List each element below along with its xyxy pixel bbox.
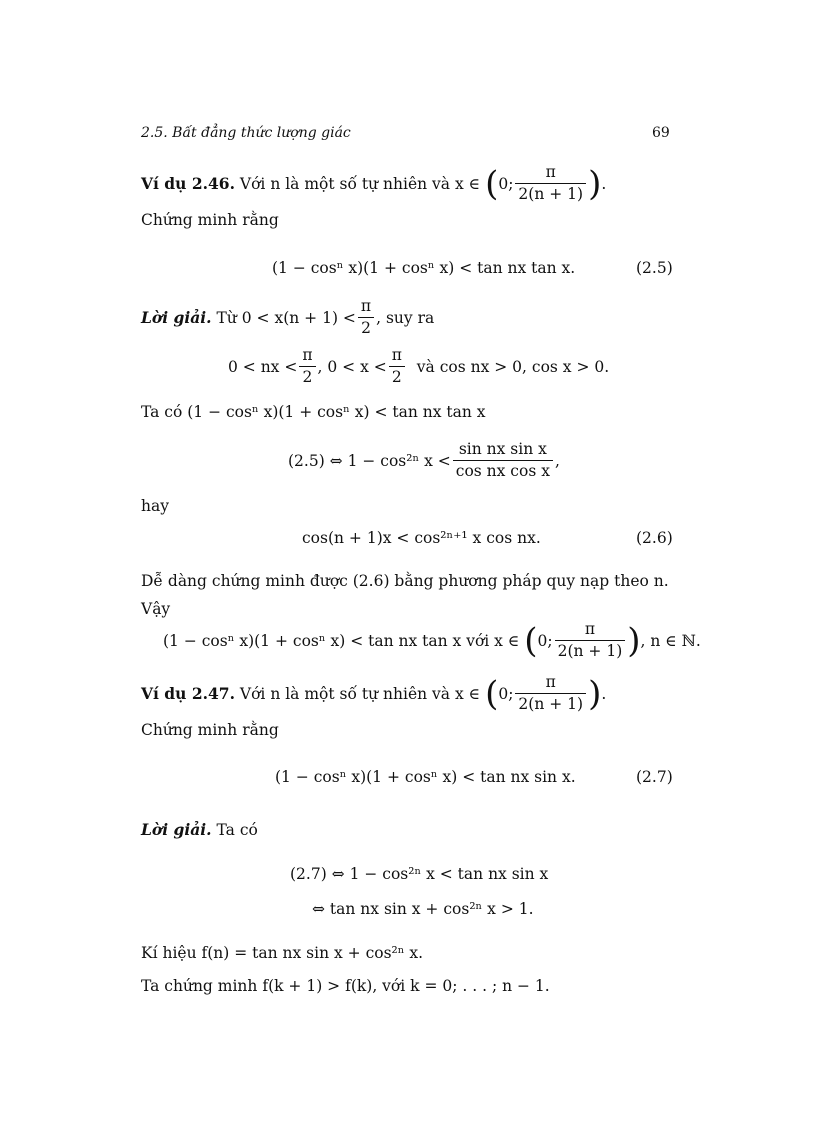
prove-text-2: Chứng minh rằng bbox=[141, 721, 279, 739]
solution-label: Lời giải. bbox=[141, 308, 212, 328]
taco-line: Ta có (1 − cosⁿ x)(1 + cosⁿ x) < tan nx tan x bbox=[141, 403, 486, 421]
final-result: (1 − cosⁿ x)(1 + cosⁿ x) < tan nx tan x với x ∈ (0; $\frac{\pi}{2(n + 1)}$ ), n ∈ ℕ. bbox=[163, 620, 701, 661]
solution-2-46-intro: Lời giải. Từ 0 < x(n + 1) < $\frac{\pi}{2}$ , suy ra bbox=[141, 297, 435, 338]
solution-label: Lời giải. bbox=[141, 820, 212, 839]
vay-text: Vậy bbox=[141, 600, 171, 618]
equation-tag-2-6: (2.6) bbox=[636, 529, 673, 547]
example-2-46-statement: Ví dụ 2.46. Với n là một số tự nhiên và x ∈ (0; $\frac{\pi}{2(n + 1)}$ ). bbox=[141, 163, 607, 204]
equation-tag-2-7: (2.7) bbox=[636, 768, 673, 786]
running-header: 2.5. Bất đẳng thức lượng giác bbox=[141, 125, 351, 141]
induction-text: Dễ dàng chứng minh được (2.6) bằng phương pháp quy nạp theo n. bbox=[141, 572, 669, 590]
prove-text: Chứng minh rằng bbox=[141, 211, 279, 229]
equation-2-7: (1 − cosⁿ x)(1 + cosⁿ x) < tan nx sin x. bbox=[275, 768, 576, 786]
example-label: Ví dụ 2.47. bbox=[141, 684, 235, 704]
solution-2-47-intro: Lời giải. Ta có bbox=[141, 820, 258, 839]
inequality-chain: 0 < nx < $\frac{\pi}{2}$ , 0 < x < $\frac{\pi}{2}$ và cos nx > 0, cos x > 0. bbox=[228, 346, 610, 387]
equation-2-6: cos(n + 1)x < cos²ⁿ⁺¹ x cos nx. bbox=[302, 529, 541, 547]
equivalence-2-7-line1: (2.7) ⇔ 1 − cos²ⁿ x < tan nx sin x bbox=[290, 865, 549, 883]
definition-fn: Kí hiệu f(n) = tan nx sin x + cos²ⁿ x. bbox=[141, 944, 424, 962]
equivalence-2-7-line2: ⇔ tan nx sin x + cos²ⁿ x > 1. bbox=[312, 900, 534, 918]
equation-2-5: (1 − cosⁿ x)(1 + cosⁿ x) < tan nx tan x. bbox=[272, 259, 576, 277]
example-label: Ví dụ 2.46. bbox=[141, 174, 235, 194]
equivalence-2-5: (2.5) ⇔ 1 − cos²ⁿ x < $\frac{\text{sin nx sin x}}{\text{cos nx cos x}}$ , bbox=[288, 440, 560, 481]
equation-tag-2-5: (2.5) bbox=[636, 259, 673, 277]
claim-text: Ta chứng minh f(k + 1) > f(k), với k = 0; . . . ; n − 1. bbox=[141, 977, 550, 995]
example-2-47-statement: Ví dụ 2.47. Với n là một số tự nhiên và x ∈ (0; $\frac{\pi}{2(n + 1)}$ ). bbox=[141, 673, 607, 714]
hay-text: hay bbox=[141, 497, 169, 515]
page-number: 69 bbox=[652, 125, 670, 141]
